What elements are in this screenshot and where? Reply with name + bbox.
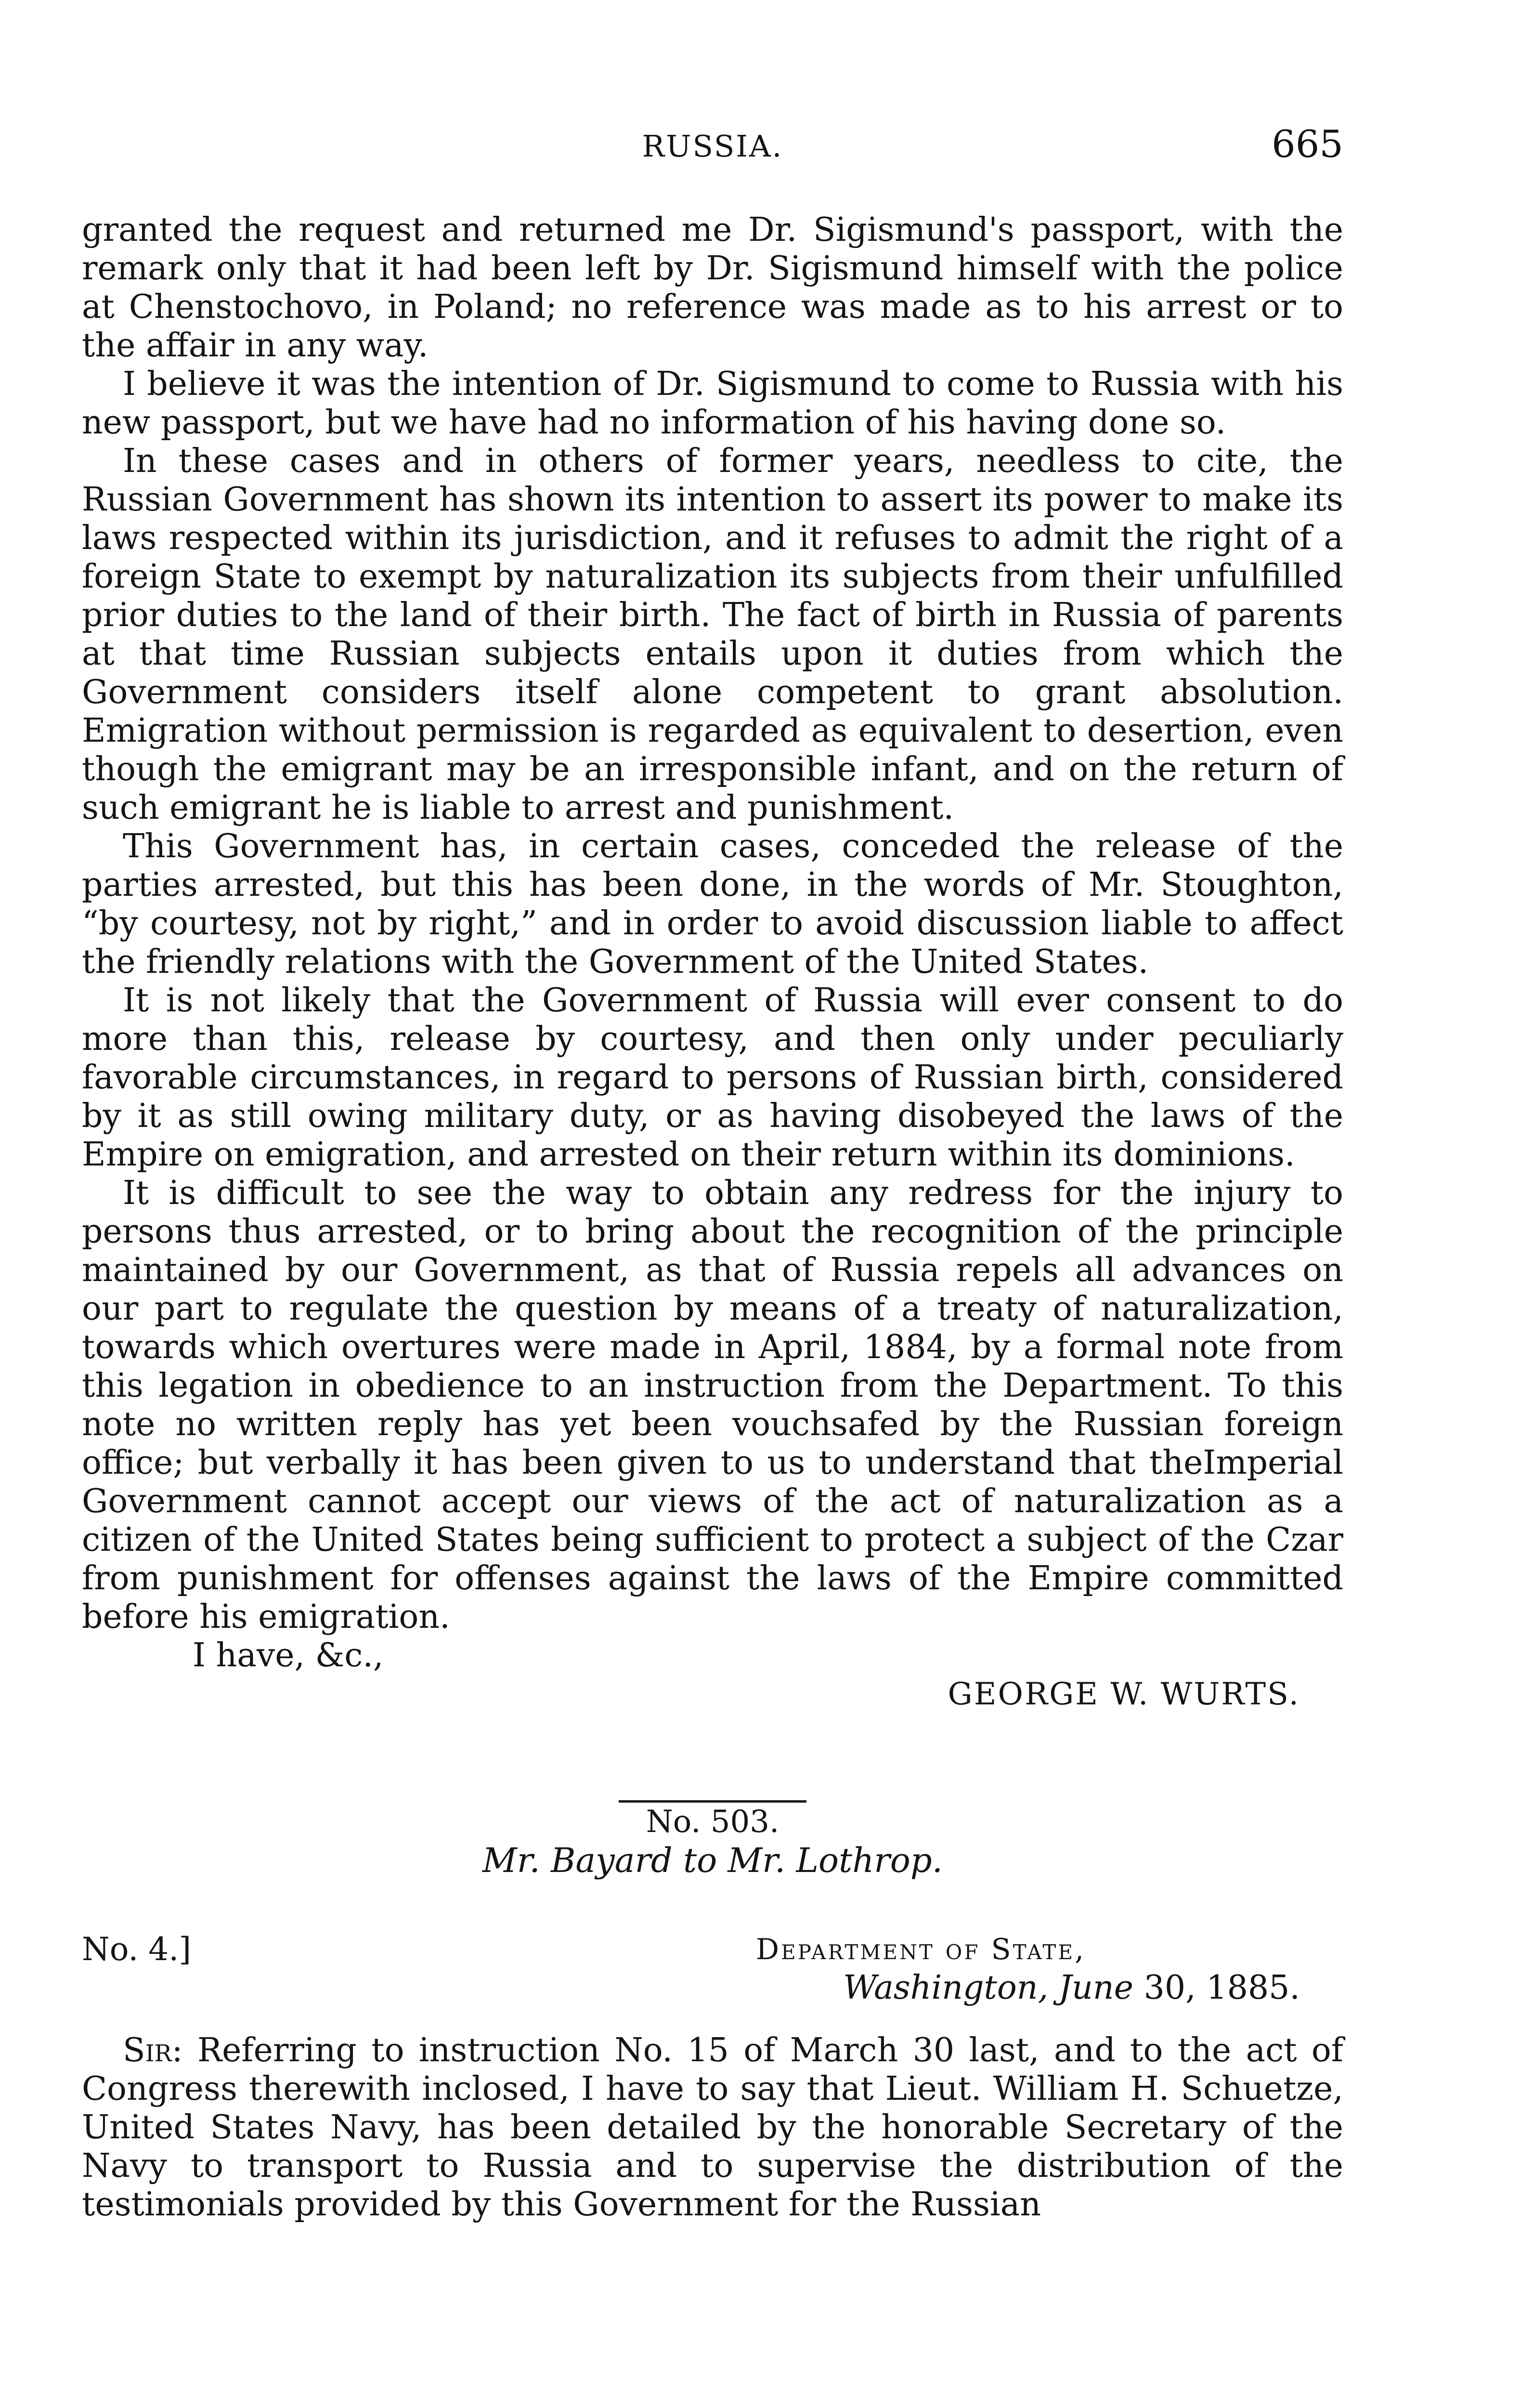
letter-opening <box>82 2031 1343 2224</box>
paragraph: granted the request and returned me Dr. Sigismund's passport, with the remark only that it had been left by Dr. Sigismund himself with the police at Chenstochovo, in Poland; no reference was made as to his arrest or to the affair in any way. <box>82 211 1343 365</box>
paragraph: It is not likely that the Government of Russia will ever consent to do more than this, release by courtesy, and then only under peculiarly favorable circumstances, in regard to persons of Russian birth, considered by it as still owing military duty, or as having disobeyed the laws of the Empire on emigration, and arrested on their return within its dominions. <box>82 982 1343 1174</box>
closing-line: I have, &c., <box>193 1636 384 1675</box>
paragraph: In these cases and in others of former years, needless to cite, the Russian Government has shown its intention to assert its power to make its laws respected within its jurisdiction, and it refuses to admit the right of a foreign State to exempt by naturalization its subjects from their unfulfilled prior duties to the land of their birth. The fact of birth in Russia of parents at that time Russian subjects entails upon it duties from which the Government considers itself alone competent to grant absolution. Emigration without permission is regarded as equivalent to desertion, even though the emigrant may be an irresponsible infant, and on the return of such emigrant he is liable to arrest and punishment. <box>82 442 1343 827</box>
department-name: Department of State, <box>756 1933 1086 1966</box>
running-head: RUSSIA. <box>642 129 783 164</box>
date-day-year: 30, 1885. <box>1143 1969 1300 2007</box>
date-line <box>843 1969 1300 2007</box>
document-title: Mr. Bayard to Mr. Lothrop. <box>482 1841 943 1880</box>
signature: GEORGE W. WURTS. <box>948 1676 1300 1712</box>
document-number: No. 503. <box>646 1804 779 1840</box>
page-body <box>82 211 1343 2224</box>
place: Washington, <box>843 1969 1049 2007</box>
opening-text: Referring to instruction No. 15 of March 30 last, and to the act of Congress therewith inclosed, I have to say that Lieut. William H. Schuetze, United States Navy, has been detailed by the honorable Secretary of the Navy to transport to Russia and to supervise the distribution of the testimonials provided by this Government for the Russian <box>82 2031 1343 2224</box>
instruction-number: No. 4.] <box>82 1931 192 1968</box>
page-number: 665 <box>1272 123 1343 166</box>
date-month: June <box>1058 1969 1133 2007</box>
letter-body <box>82 2031 1343 2224</box>
paragraph: I believe it was the intention of Dr. Sigismund to come to Russia with his new passport, but we have had no information of his having done so. <box>82 365 1343 442</box>
paragraph: This Government has, in certain cases, conceded the release of the parties arrested, but this has been done, in the words of Mr. Stoughton, “by courtesy, not by right,” and in order to avoid discussion liable to affect the friendly relations with the Government of the United States. <box>82 827 1343 981</box>
page-header <box>82 123 1343 171</box>
dateline <box>82 1930 1343 2007</box>
salutation: Sir: <box>123 2031 183 2069</box>
paragraph: It is difficult to see the way to obtain any redress for the injury to persons thus arrested, or to bring about the recognition of the principle maintained by our Government, as that of Russia repels all advances on our part to regulate the question by means of a treaty of naturalization, towards which overtures were made in April, 1884, by a formal note from this legation in obedience to an instruction from the Department. To this note no written reply has yet been vouchsafed by the Russian foreign office; but verbally it has been given to us to understand that theImperial Government cannot accept our views of the act of naturalization as a citizen of the United States being sufficient to protect a subject of the Czar from punishment for offenses against the laws of the Empire committed before his emigration. <box>82 1174 1343 1636</box>
